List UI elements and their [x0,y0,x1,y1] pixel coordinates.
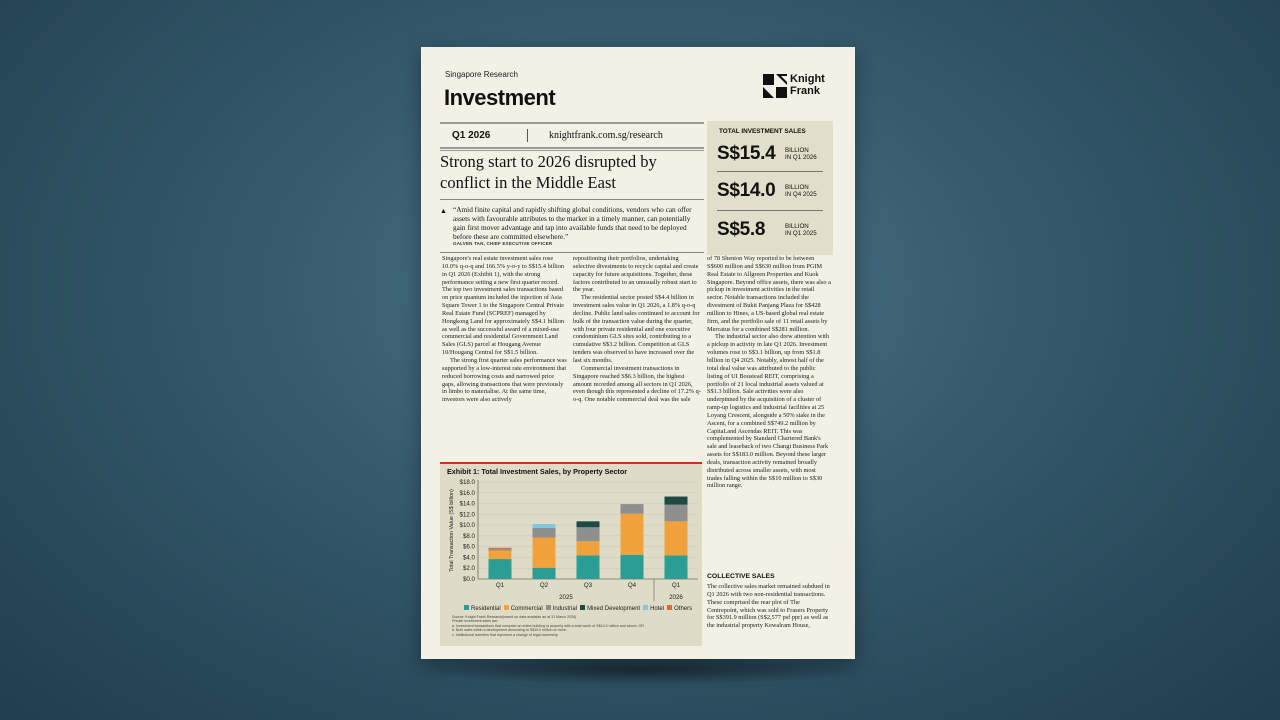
y-tick-label: $14.0 [459,500,475,508]
report-title: Investment [444,85,556,110]
body-column-2 [573,255,701,461]
header-rule-top [440,122,704,124]
bar-industrial [621,504,644,514]
y-tick-label: $16.0 [459,489,475,497]
quote-rule [440,252,704,253]
y-tick-label: $8.0 [462,532,475,540]
total-investment-sales-panel [707,121,833,255]
quote-attribution: GALVEN TAN, CHIEF EXECUTIVE OFFICER [453,241,553,246]
report-kicker: Singapore Research [445,70,518,79]
stat-separator [717,171,823,172]
chart-canvas [440,464,702,614]
y-tick-label: $18.0 [459,479,475,486]
legend-label: Hotel [650,605,665,612]
chart-note-line: b. Bulk sales within a development amounting to S$10.0 million or more; [452,628,567,633]
meta-row [440,125,704,147]
pull-quote: “Amid finite capital and rapidly shifting global conditions, vendors who can offer assets with favourable attributes to the market in a timely manner, can potentially gain first mover advantage and tap into available funds that need to be deployed before these are committed elsewhere.” [453,205,692,241]
knight-frank-logo-icon [763,74,787,98]
headline-rule [440,199,704,200]
body-paragraph: The collective sales market remained subdued in Q1 2026 with two non-residential transactions. These comprised the rear plot of The Centrepoint, which was sold to Frasers Property for S$391.9 million (S$2,577 psf ppr) as well as the industrial property Kewalram House, [707,583,830,630]
y-tick-label: $10.0 [459,522,475,530]
bar-industrial [533,528,556,538]
body-paragraph: The industrial sector also drew attention with a pickup in activity in late Q1 2026. Investment volumes rose to S$3.1 billion, up from S$1.8 billion in Q4 2025. Notably, almost half of the total deal value was attributed to the public listing of UI Boustead REIT, comprising a portfolio of 21 local industrial assets valued at S$1.3 billion. Sale activities were also underpinned by the acquisition of a cluster of ramp-up logistics and industrial facilities at 25 Loyang Crescent, alongside a 50% stake in the Ascent, for a combined S$749.2 million by CapitaLand Ascendas REIT. This was complemented by Standard Chartered Bank's sale and leaseback of two Changi Business Park assets for S$183.0 million. Beyond these larger deals, transaction activity remained broadly distributed across smaller assets, with most trades falling within the S$10 million to S$30 million range. [707,333,830,490]
x-group-label-2025: 2025 [559,594,573,601]
legend-swatch [546,605,551,610]
legend-item [504,606,543,612]
stat-q1-2025 [717,219,823,255]
header-rule-bottom [440,147,704,149]
chart-notes [452,615,698,637]
chart-note-line: Source: Knight Frank Research(based on data available as at 31 March 2026) [452,615,577,619]
legend-label: Mixed Development [587,605,641,612]
legend-swatch [643,605,648,610]
stat-separator [717,210,823,211]
legend-swatch [667,605,672,610]
body-paragraph: Singapore's real estate investment sales rose 10.0% q-o-q and 166.5% y-o-y to S$15.4 billion in Q1 2026 (Exhibit 1), with the strong performance setting a new first quarter record. The top two investment sales transactions based on price quantum included the injection of Asia Square Tower 1 to the Singapore Central Private Real Estate Fund (SCPREF) managed by Hongkong Land for approximately S$4.1 billion as well as the successful award of a mixed-use commercial and residential Government Land Sales (GLS) parcel at Hougang Avenue 10/Hougang Central for S$1.5 billion. [442,255,565,357]
legend-item [580,606,640,612]
x-tick-label: Q3 [583,582,593,589]
report-website-link[interactable]: knightfrank.com.sg/research [549,130,663,141]
bar-commercial [577,541,600,555]
report-quarter: Q1 2026 [452,130,491,141]
quote-icon: ▲ [440,207,447,215]
y-tick-label: $2.0 [462,565,475,573]
bar-residential [577,555,600,579]
x-tick-label: Q1 [671,582,681,589]
bar-commercial [489,550,512,559]
x-tick-label: Q1 [495,582,505,589]
report-page [421,47,855,659]
chart-note-line: a. Investment transactions that comprise an entire building or property with a total worth of S$10.0 million and above; OR [452,623,644,628]
stats-title: TOTAL INVESTMENT SALES [719,128,806,135]
stat-unit: BILLION IN Q4 2025 [785,184,817,198]
section-heading-collective-sales: COLLECTIVE SALES [707,573,775,580]
bar-industrial [577,527,600,541]
body-paragraph: The residential sector posted S$4.4 billion in investment sales value in Q1 2026, a 1.8% q-o-q decline. Public land sales continued to account for bulk of the transaction value during the quarter, with four private residential and one executive condominium GLS sites sold, contributing to a cumulative S$3.2 billion. Competition at GLS tenders was observed to have increased over the last six months. [573,294,700,364]
page-shadow [420,655,864,685]
y-tick-label: $12.0 [459,511,475,519]
y-tick-label: $6.0 [462,543,475,551]
meta-divider [527,129,528,142]
x-tick-label: Q4 [627,582,637,589]
bar-industrial [489,549,512,551]
logo-wordmark [790,73,825,97]
stat-unit: BILLION IN Q1 2026 [785,147,817,161]
chart-legend [464,605,700,612]
stat-unit: BILLION IN Q1 2025 [785,223,817,237]
logo-word-knight: Knight [790,73,825,85]
legend-item [546,606,577,612]
bar-residential [665,555,688,579]
body-paragraph: repositioning their portfolios, undertaking selective divestments to recycle capital and create capacity for future acquisitions. Together, these factors contributed to an unusually robust start to the year. [573,255,699,294]
headline: Strong start to 2026 disrupted by conflict in the Middle East [440,152,657,192]
bar-residential [533,568,556,579]
bar-industrial [665,505,688,522]
bar-commercial [665,521,688,555]
chart-note-line: c. Institutional transfers that represent a change of legal ownership [452,632,558,637]
bar-residential [621,555,644,579]
legend-swatch [504,605,509,610]
chart-note-line: Private investment sales are: [452,619,499,624]
exhibit-1-chart [440,464,702,646]
bar-mixed-development [665,497,688,505]
logo-word-frank: Frank [790,85,820,97]
legend-swatch [464,605,469,610]
bar-commercial [533,538,556,568]
bar-others [489,548,512,549]
legend-item [464,606,501,612]
stat-value: S$5.8 [717,219,766,240]
stat-value: S$15.4 [717,143,776,164]
y-tick-label: $0.0 [462,576,475,583]
legend-swatch [580,605,585,610]
stat-q1-2026 [717,143,823,179]
legend-label: Commercial [510,605,543,612]
x-tick-label: Q2 [539,582,549,589]
y-axis-label: Total Transaction Value (S$ billion) [449,489,455,572]
body-column-1 [442,255,567,461]
bar-mixed-development [577,521,600,527]
body-paragraph: of 78 Shenton Way reported to be between S$600 million and S$630 million from PGIM Real Estate to Allgreen Properties and Kuok Singapore. Beyond office assets, there was also a pickup in investment activities in the retail sector. Notable transactions included the divestment of Bukit Panjang Plaza for S$428 million to Hines, a US-based global real estate firm, and the portfolio sale of 11 retail assets by Mercatus for a combined S$281 million. [707,255,831,333]
bar-commercial [621,514,644,555]
stat-value: S$14.0 [717,180,776,201]
legend-item [643,606,664,612]
body-column-3-continued [707,583,831,659]
bar-residential [489,559,512,579]
legend-label: Others [674,605,693,612]
x-group-label-2026: 2026 [669,594,683,601]
legend-label: Industrial [552,605,578,612]
legend-label: Residential [471,605,501,612]
body-column-3 [707,255,831,571]
y-tick-label: $4.0 [462,554,475,562]
bar-hotel [533,524,556,528]
legend-item [667,606,692,612]
body-paragraph: Commercial investment transactions in Singapore reached S$6.3 billion, the highest amount recorded among all sectors in Q1 2026, even though this represented a decline of 17.2% q-o-q. One notable commercial deal was the sale [573,364,701,404]
chart-title: Exhibit 1: Total Investment Sales, by Property Sector [447,467,628,476]
body-paragraph: The strong first quarter sales performance was supported by a low-interest rate environment that reduced borrowing costs and narrowed price gaps, allowing transactions that were previously in limbo to materialise. At the same time, investors were also actively [442,356,567,404]
knight-frank-logo [763,73,833,101]
